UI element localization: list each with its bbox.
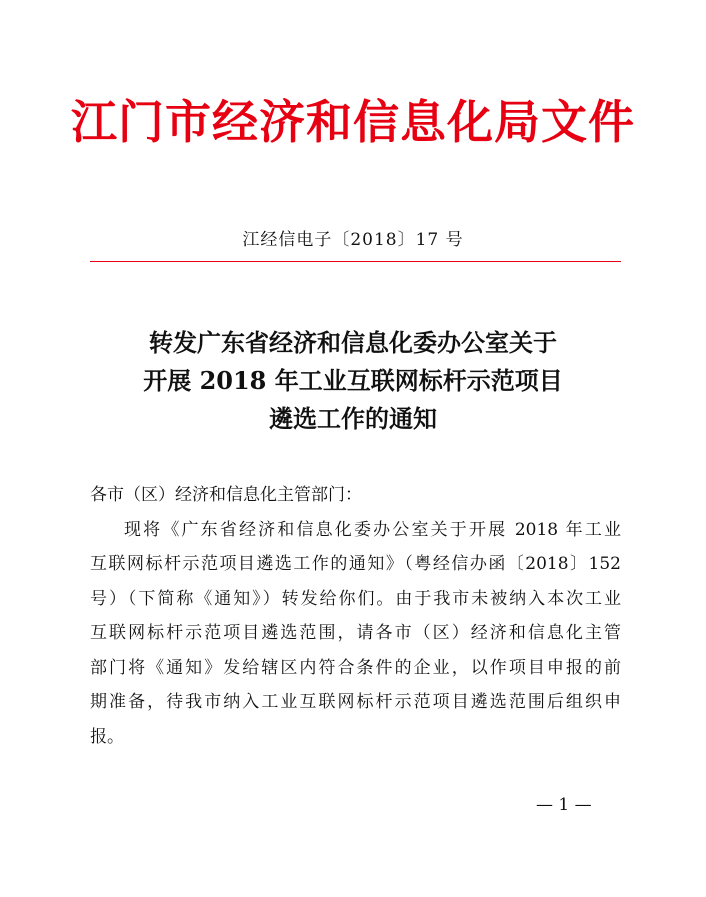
page-number: — 1 — xyxy=(536,795,592,815)
document-title-line: 遴选工作的通知 xyxy=(269,404,437,433)
document-title-line: 开展 2018 年工业互联网标杆示范项目 xyxy=(143,366,563,395)
body-paragraph-line: 互联网标杆示范项目遴选范围，请各市（区）经济和信息化主管 xyxy=(90,623,621,643)
body-paragraph-line: 号）（下简称《通知》）转发给你们。由于我市未被纳入本次工业 xyxy=(90,588,621,609)
salutation: 各市（区）经济和信息化主管部门： xyxy=(90,485,362,505)
document-title-line: 转发广东省经济和信息化委办公室关于 xyxy=(149,328,557,357)
body-paragraph-line: 互联网标杆示范项目遴选工作的通知》（粤经信办函〔2018〕152 xyxy=(90,554,621,574)
document-body xyxy=(90,478,621,754)
body-paragraph-line: 部门将《通知》发给辖区内符合条件的企业，以作项目申报的前 xyxy=(90,657,621,678)
body-paragraph-line: 现将《广东省经济和信息化委办公室关于开展 2018 年工业 xyxy=(124,519,621,540)
body-paragraph-line: 报。 xyxy=(90,726,124,747)
body-paragraph-line: 期准备，待我市纳入工业互联网标杆示范项目遴选范围后组织申 xyxy=(90,692,621,712)
red-divider-line xyxy=(90,261,621,262)
document-title xyxy=(0,324,706,438)
document-header-title: 江门市经济和信息化局文件 xyxy=(71,95,635,149)
document-number: 江经信电子〔2018〕17 号 xyxy=(242,230,464,250)
